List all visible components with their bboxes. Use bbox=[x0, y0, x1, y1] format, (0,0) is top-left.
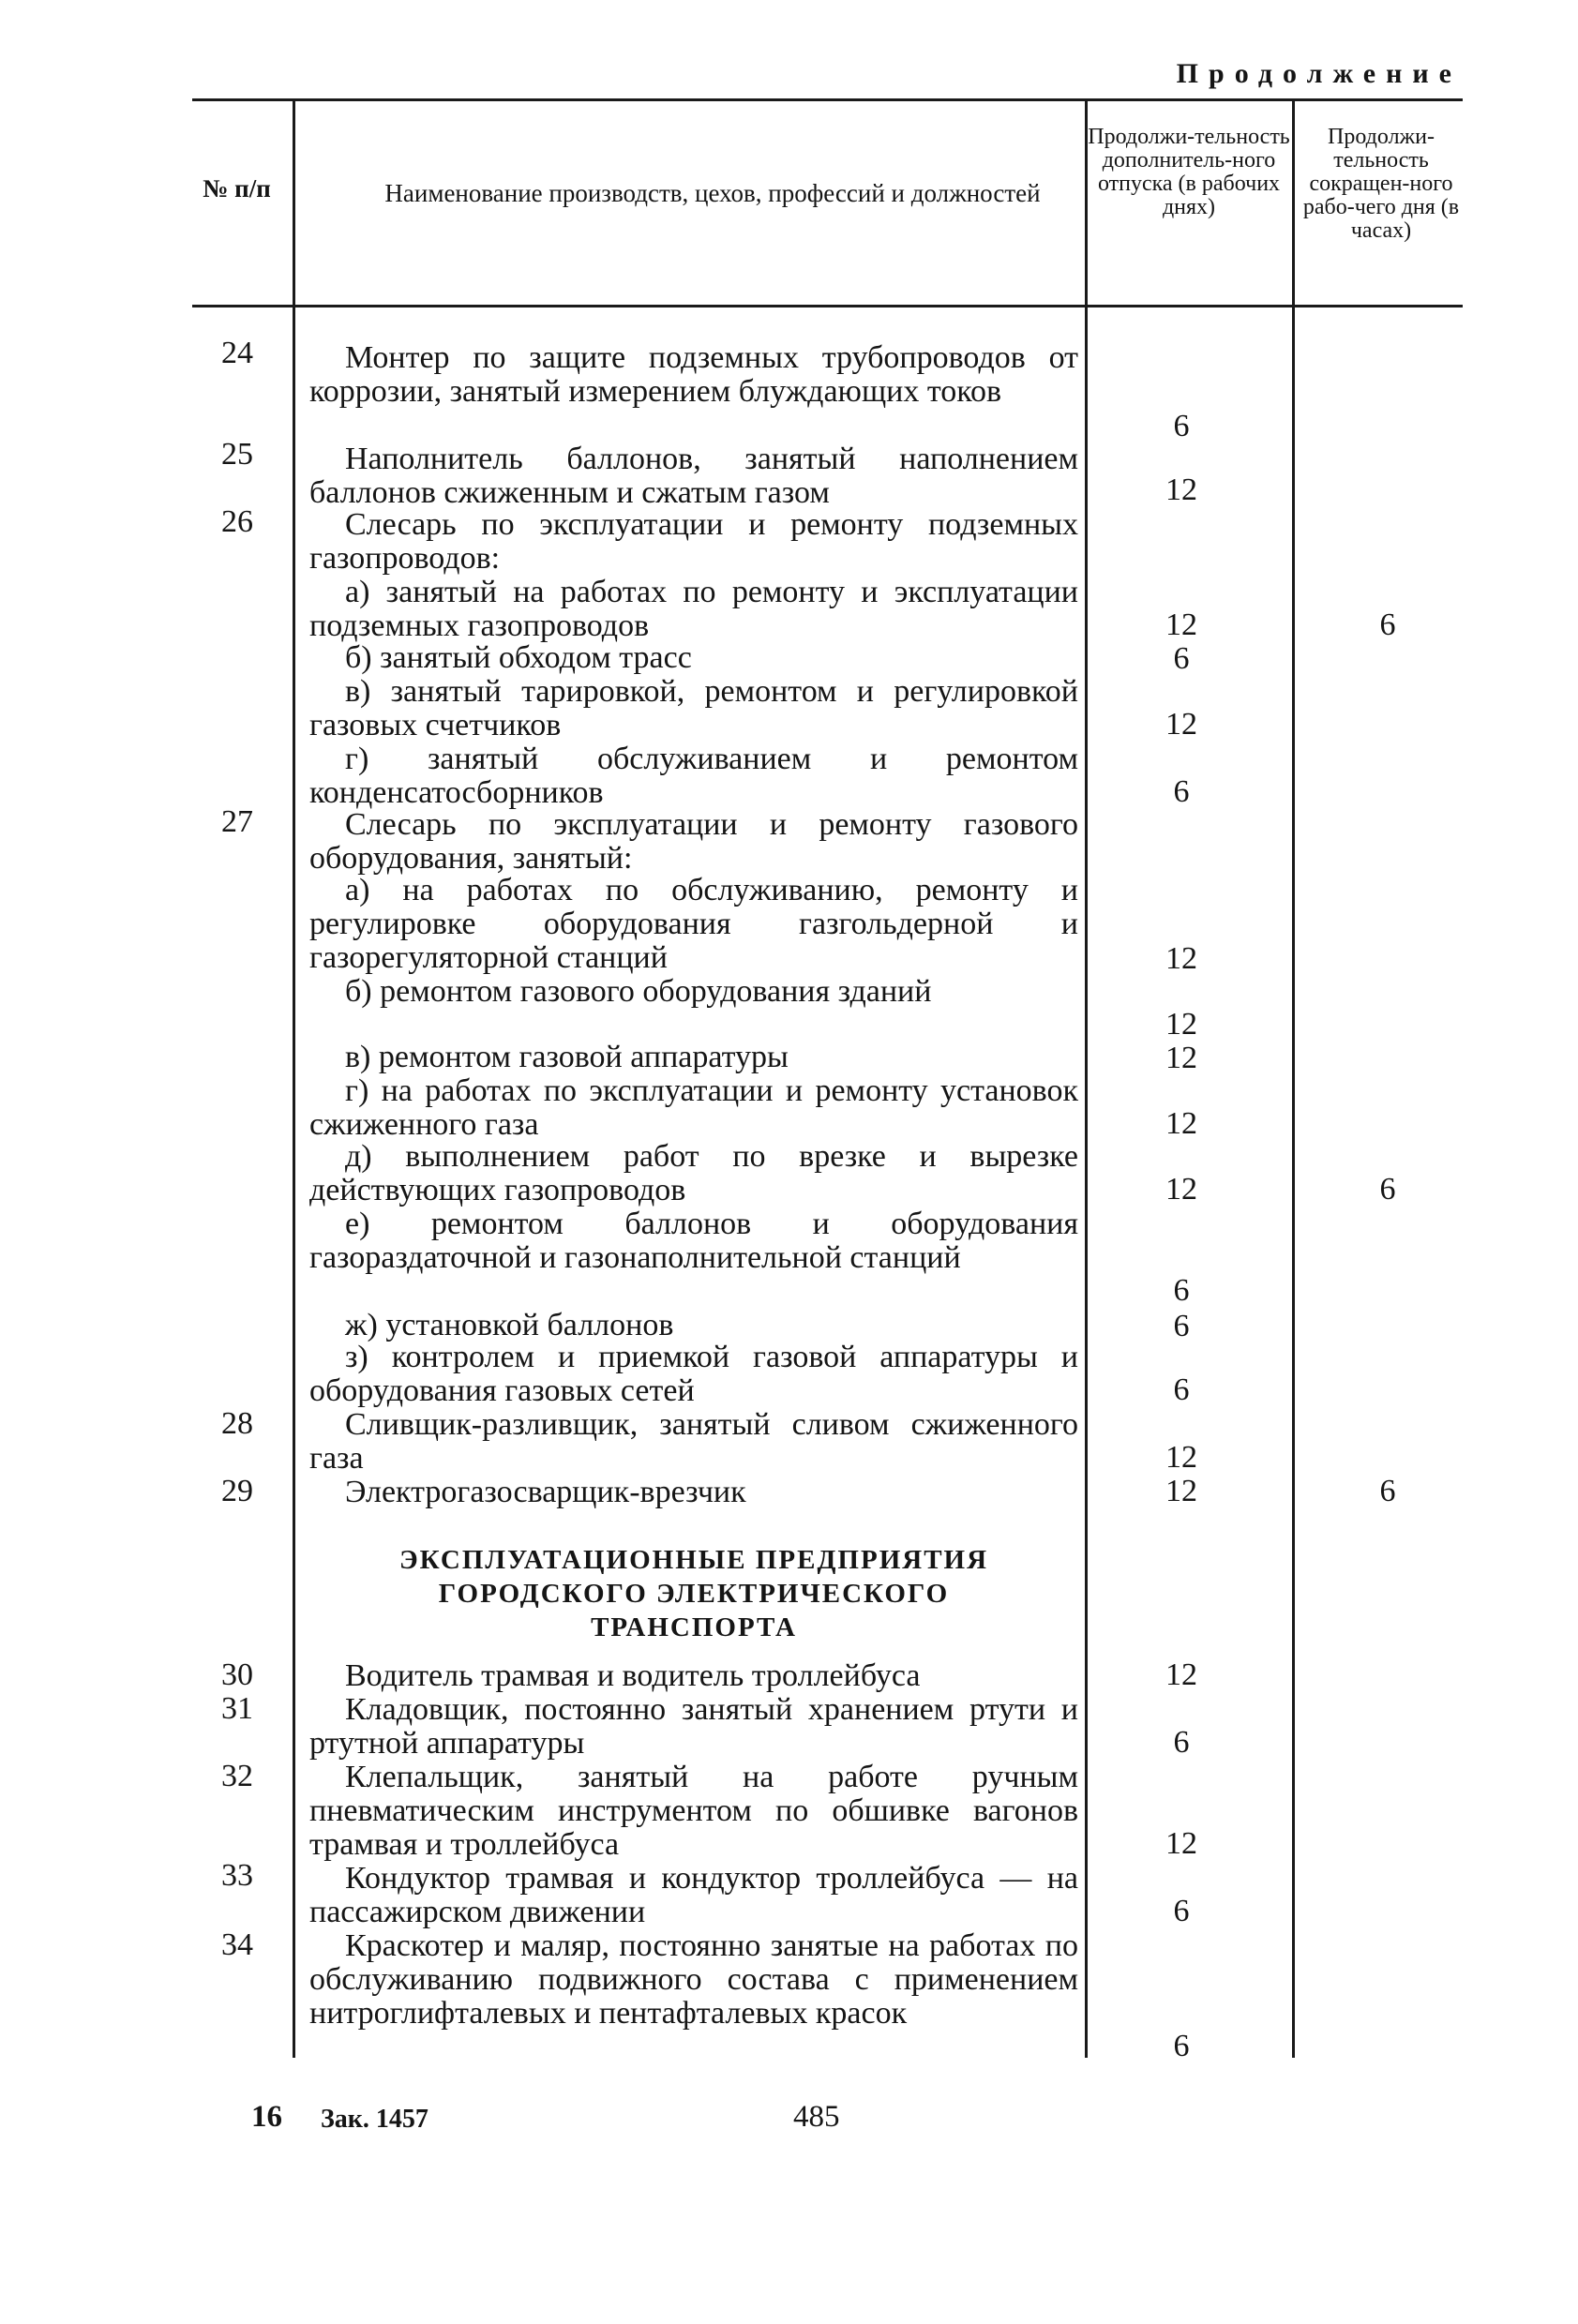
row-leave: 6 bbox=[1173, 774, 1190, 809]
signature-mark: 16 bbox=[251, 2100, 282, 2134]
row-leave: 12 bbox=[1165, 1657, 1197, 1692]
row-leave: 12 bbox=[1165, 1172, 1197, 1207]
row-text: д) выполнением работ по врезке и вырезке действующих газопроводов bbox=[309, 1139, 1078, 1207]
row-number: 24 bbox=[221, 336, 253, 370]
row-leave: 12 bbox=[1165, 1106, 1197, 1141]
row-hours: 6 bbox=[1379, 1172, 1396, 1207]
row-text: а) занятый на работах по ремонту и эксплуатации подземных газопроводов bbox=[309, 575, 1078, 643]
row-number: 26 bbox=[221, 504, 253, 539]
row-text: б) ремонтом газового оборудования зданий bbox=[345, 974, 932, 1009]
row-leave: 6 bbox=[1173, 1372, 1190, 1407]
row-leave: 12 bbox=[1165, 472, 1197, 507]
row-number: 25 bbox=[221, 437, 253, 472]
row-leave: 12 bbox=[1165, 1007, 1197, 1042]
print-order: Зак. 1457 bbox=[321, 2105, 428, 2134]
header-col-hours: Продолжи-тельность сокращен-ного рабо-чего дня (в часах) bbox=[1302, 125, 1460, 243]
row-text: Наполнитель баллонов, занятый наполнением баллонов сжиженным и сжатым газом bbox=[309, 442, 1078, 510]
row-leave: 12 bbox=[1165, 1440, 1197, 1475]
row-number: 32 bbox=[221, 1759, 253, 1793]
row-leave: 6 bbox=[1173, 641, 1190, 676]
row-text: ж) установкой баллонов bbox=[345, 1308, 674, 1342]
row-text: е) ремонтом баллонов и оборудования газораздаточной и газонаполнительной станций bbox=[309, 1207, 1078, 1275]
row-text: Клепальщик, занятый на работе ручным пневматическим инструментом по обшивке вагонов трамвая и троллейбуса bbox=[309, 1760, 1078, 1862]
row-text: б) занятый обходом трасс bbox=[345, 640, 692, 675]
row-leave: 12 bbox=[1165, 1474, 1197, 1508]
row-number: 31 bbox=[221, 1691, 253, 1726]
row-text: з) контролем и приемкой газовой аппаратуры и оборудования газовых сетей bbox=[309, 1340, 1078, 1408]
col-divider-1 bbox=[293, 98, 295, 2058]
header-col-name: Наименование производств, цехов, профессий и должностей bbox=[384, 179, 1041, 207]
row-hours: 6 bbox=[1379, 607, 1396, 642]
page-number: 485 bbox=[793, 2100, 840, 2134]
row-text: Кладовщик, постоянно занятый хранением ртути и ртутной аппаратуры bbox=[309, 1692, 1078, 1761]
row-text: Кондуктор трамвая и кондуктор троллейбуса — на пассажирском движении bbox=[309, 1861, 1078, 1929]
row-number: 27 bbox=[221, 804, 253, 839]
row-leave: 6 bbox=[1173, 1894, 1190, 1928]
row-leave: 6 bbox=[1173, 1725, 1190, 1760]
row-text: Сливщик-разливщик, занятый сливом сжиженного газа bbox=[309, 1407, 1078, 1476]
row-leave: 12 bbox=[1165, 941, 1197, 976]
row-leave: 6 bbox=[1173, 1273, 1190, 1308]
row-number: 28 bbox=[221, 1406, 253, 1441]
row-text: Электрогазосварщик-врезчик bbox=[345, 1475, 746, 1509]
row-text: Водитель трамвая и водитель троллейбуса bbox=[345, 1658, 921, 1693]
col-divider-3 bbox=[1292, 98, 1295, 2058]
row-number: 33 bbox=[221, 1858, 253, 1893]
header-col-number: № п/п bbox=[203, 174, 271, 202]
row-hours: 6 bbox=[1379, 1474, 1396, 1508]
section-title: ЭКСПЛУАТАЦИОННЫЕ ПРЕДПРИЯТИЯ ГОРОДСКОГО ЭЛЕКТРИЧЕСКОГО ТРАНСПОРТА bbox=[398, 1545, 989, 1642]
row-text: Краскотер и маляр, постоянно занятые на работах по обслуживанию подвижного состава с применением нитроглифталевых и пентафталевых красок bbox=[309, 1928, 1078, 2031]
col-divider-2 bbox=[1085, 98, 1088, 2058]
row-number: 29 bbox=[221, 1474, 253, 1508]
row-text: а) на работах по обслуживанию, ремонту и регулировке оборудования газгольдерной и газорегуляторной станций bbox=[309, 873, 1078, 975]
row-text: в) ремонтом газовой аппаратуры bbox=[345, 1040, 789, 1074]
row-text: г) занятый обслуживанием и ремонтом конденсатосборников bbox=[309, 742, 1078, 810]
row-leave: 6 bbox=[1173, 1309, 1190, 1343]
table-top-rule bbox=[192, 98, 1463, 101]
row-text: Слесарь по эксплуатации и ремонту подземных газопроводов: bbox=[309, 507, 1078, 576]
header-bottom-rule bbox=[192, 305, 1463, 307]
row-leave: 12 bbox=[1165, 1826, 1197, 1861]
row-text: Монтер по защите подземных трубопроводов от коррозии, занятый измерением блуждающих токов bbox=[309, 340, 1078, 409]
row-text: Слесарь по эксплуатации и ремонту газового оборудования, занятый: bbox=[309, 807, 1078, 876]
row-leave: 12 bbox=[1165, 1041, 1197, 1075]
row-leave: 12 bbox=[1165, 607, 1197, 642]
row-leave: 6 bbox=[1173, 2029, 1190, 2063]
row-text: в) занятый тарировкой, ремонтом и регулировкой газовых счетчиков bbox=[309, 674, 1078, 742]
header-col-leave: Продолжи-тельность дополнитель-ного отпуска (в рабочих днях) bbox=[1088, 125, 1290, 219]
row-leave: 6 bbox=[1173, 409, 1190, 443]
row-number: 34 bbox=[221, 1927, 253, 1962]
continued-label: Продолжение bbox=[1176, 58, 1462, 89]
row-leave: 12 bbox=[1165, 707, 1197, 742]
row-number: 30 bbox=[221, 1657, 253, 1692]
row-text: г) на работах по эксплуатации и ремонту установок сжиженного газа bbox=[309, 1073, 1078, 1142]
